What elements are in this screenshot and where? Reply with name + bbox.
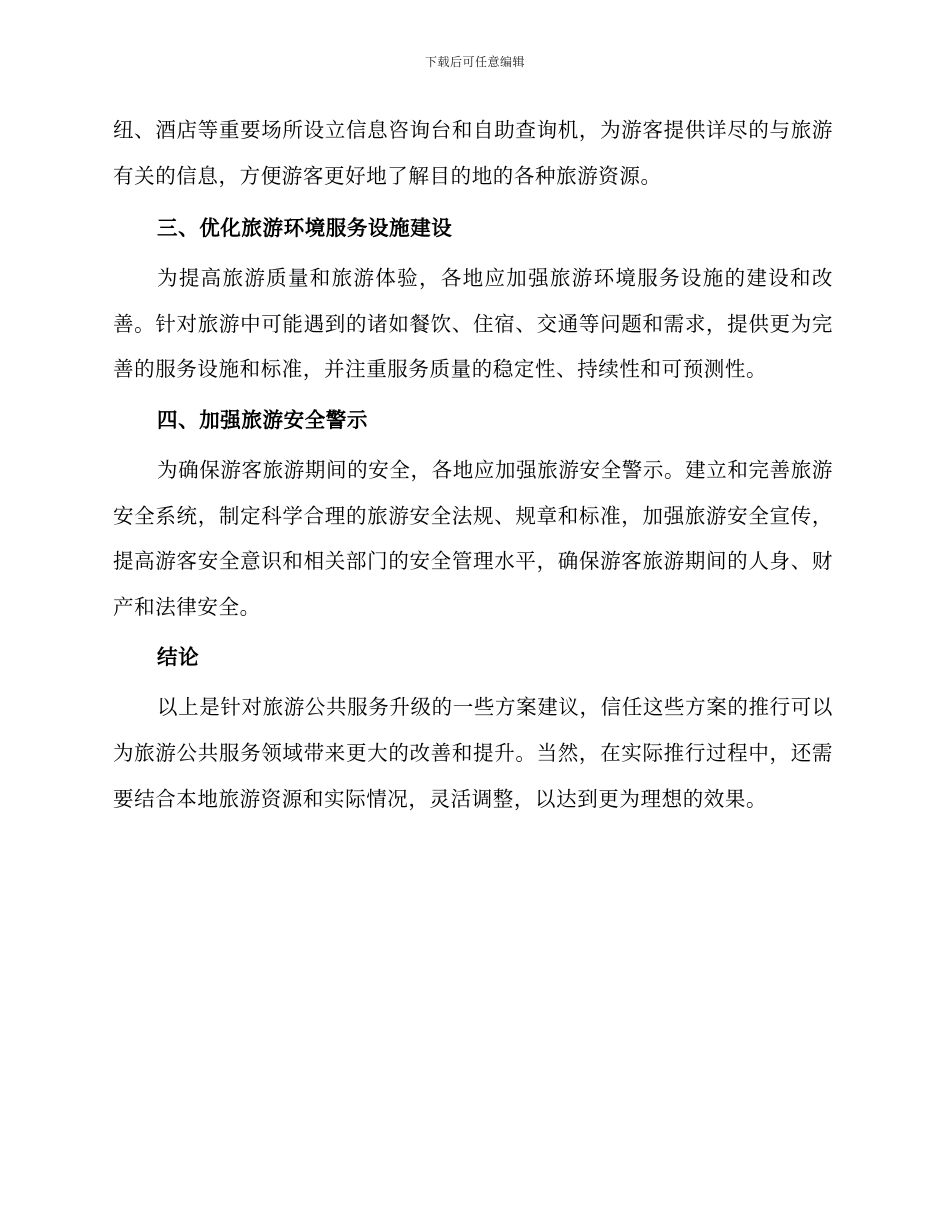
section-4-paragraph: 为确保游客旅游期间的安全，各地应加强旅游安全警示。建立和完善旅游安全系统，制定科学合理的旅游安全法规、规章和标准，加强旅游安全宣传，提高游客安全意识和相关部门的安全管理水平，确保游客旅游期间的人身、财产和法律安全。 xyxy=(113,457,833,619)
page-header-note: 下载后可任意编辑 xyxy=(424,55,525,69)
intro-paragraph: 纽、酒店等重要场所设立信息咨询台和自助查询机，为游客提供详尽的与旅游有关的信息，方便游客更好地了解目的地的各种旅游资源。 xyxy=(113,118,833,188)
section-4-heading: 四、加强旅游安全警示 xyxy=(157,407,368,432)
document-body xyxy=(113,108,833,822)
conclusion-paragraph: 以上是针对旅游公共服务升级的一些方案建议，信任这些方案的推行可以为旅游公共服务领域带来更大的改善和提升。当然，在实际推行过程中，还需要结合本地旅游资源和实际情况，灵活调整，以达到更为理想的效果。 xyxy=(113,695,833,811)
conclusion-heading: 结论 xyxy=(157,645,200,670)
section-3-paragraph: 为提高旅游质量和旅游体验，各地应加强旅游环境服务设施的建设和改善。针对旅游中可能遇到的诸如餐饮、住宿、交通等问题和需求，提供更为完善的服务设施和标准，并注重服务质量的稳定性、持续性和可预测性。 xyxy=(113,266,833,382)
section-3-heading: 三、优化旅游环境服务设施建设 xyxy=(157,216,453,241)
